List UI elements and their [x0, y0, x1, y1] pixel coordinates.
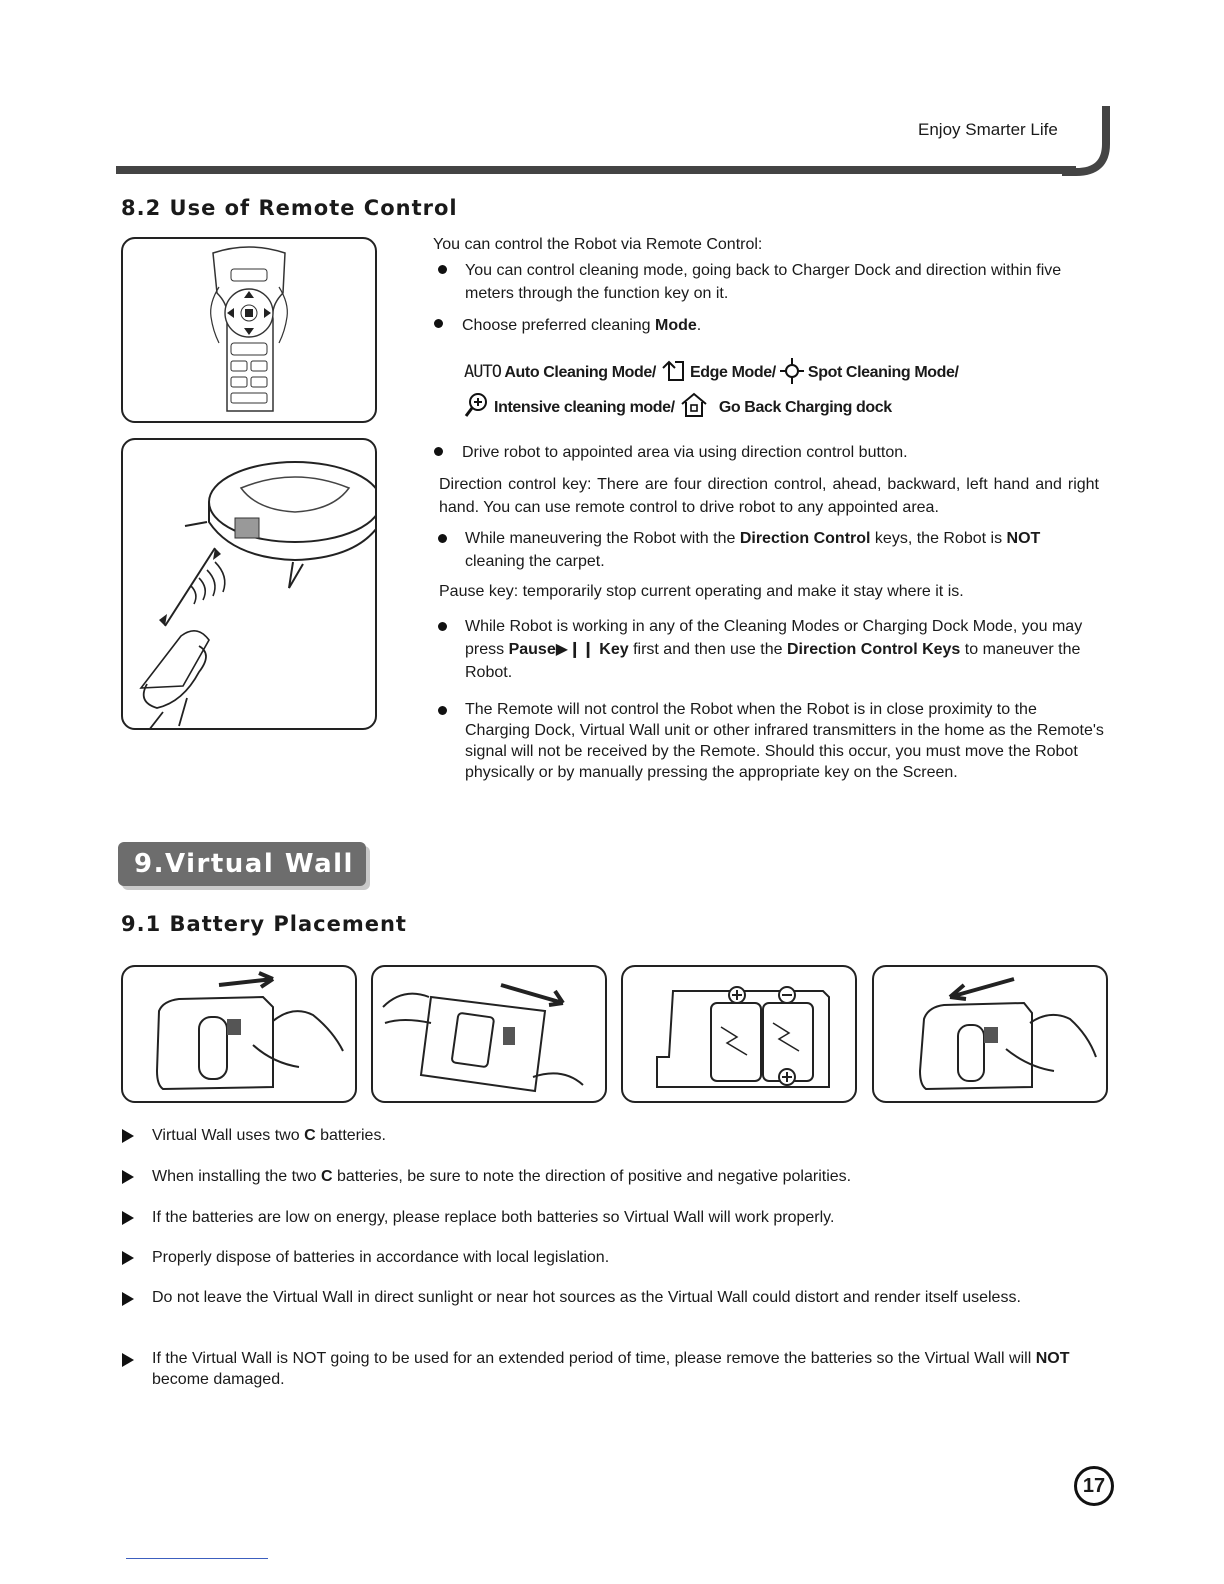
battery-step-2-illustration: [373, 967, 605, 1101]
battery-item-end: become damaged.: [152, 1371, 285, 1388]
list-arrow-icon: [122, 1353, 134, 1367]
battery-step-2-figure: [371, 965, 607, 1103]
bullet-5-bold: Pause▶❙❙ Key: [508, 641, 629, 658]
edge-mode-icon: [660, 360, 686, 382]
pause-key-paragraph: Pause key: temporarily stop current operating and make it stay where it is.: [439, 583, 964, 600]
battery-item-text: If the Virtual Wall is NOT going to be used for an extended period of time, please remove the batteries so the Virtual Wall will: [152, 1350, 1036, 1367]
battery-item: [152, 1348, 1102, 1390]
remote-bullet-1: You can control cleaning mode, going back to Charger Dock and direction within five meters through the function key on it.: [465, 262, 1062, 302]
bullet-dot: [434, 447, 443, 456]
bullet-5-text: While Robot is working in any of the Cleaning Modes or Charging Dock Mode, you may press: [465, 618, 1083, 658]
battery-item-bold: NOT: [1035, 1350, 1070, 1367]
list-arrow-icon: [122, 1292, 134, 1306]
battery-step-4-figure: [872, 965, 1108, 1103]
battery-item: [152, 1287, 1102, 1308]
battery-item: [152, 1206, 1102, 1229]
header-corner-icon: [1060, 104, 1116, 176]
battery-item-bold: C: [304, 1127, 316, 1144]
auto-mode-label: AUTO: [464, 362, 501, 382]
battery-step-1-illustration: [123, 967, 355, 1101]
bullet-5-bold-2: Direction Control Keys: [786, 641, 961, 658]
battery-item-bold: C: [320, 1168, 333, 1185]
battery-step-3-illustration: [623, 967, 855, 1101]
spot-mode-icon: [780, 358, 804, 384]
remote-bullet-4: [465, 527, 1095, 573]
battery-item: [152, 1165, 1102, 1188]
list-arrow-icon: [122, 1251, 134, 1265]
battery-item-end: batteries, be sure to note the direction of positive and negative polarities.: [332, 1168, 852, 1185]
spot-mode-text: Spot Cleaning Mode/: [807, 364, 959, 381]
edge-mode-text: Edge: [690, 364, 728, 381]
mode-line-2: [464, 392, 1104, 418]
list-arrow-icon: [122, 1211, 134, 1225]
auto-mode-text: Auto Cleaning Mode/: [504, 364, 656, 381]
bullet-dot: [438, 534, 447, 543]
page-number: 17: [1074, 1466, 1114, 1506]
list-arrow-icon: [122, 1129, 134, 1143]
remote-bullet-2: [462, 314, 1082, 337]
battery-step-1-figure: [121, 965, 357, 1103]
remote-control-illustration: [123, 239, 375, 421]
bullet-4-mid: keys, the Robot is: [870, 530, 1007, 547]
bullet-dot: [438, 706, 447, 715]
section-8-2-title: 8.2 Use of Remote Control: [121, 196, 458, 220]
battery-step-4-illustration: [874, 967, 1106, 1101]
battery-item-text: Virtual Wall uses two: [152, 1127, 305, 1144]
footer-line: [126, 1558, 268, 1559]
bullet-4-bold-2: NOT: [1006, 530, 1041, 547]
bullet-dot: [438, 622, 447, 631]
battery-item-text: Do not leave the Virtual Wall in direct sunlight or near hot sources as the Virtual Wall could distort and render itself useless.: [152, 1289, 1021, 1306]
mode-line-1: [464, 358, 1104, 384]
bullet-4-end: cleaning the carpet.: [465, 553, 605, 570]
bullet-2-text: Choose preferred cleaning: [462, 317, 656, 334]
battery-item-end: batteries.: [315, 1127, 386, 1144]
battery-item: [152, 1246, 1102, 1269]
battery-step-3-figure: [621, 965, 857, 1103]
bullet-5-mid: first and then use the: [628, 641, 787, 658]
list-arrow-icon: [122, 1170, 134, 1184]
section-9-banner: 9.Virtual Wall: [118, 842, 366, 886]
remote-bullet-5: [465, 615, 1105, 684]
remote-bullet-6: The Remote will not control the Robot when the Robot is in close proximity to the Charging Dock, Virtual Wall unit or other infrared transmitters in the home as the Remote's signal will not be received by the Remote. Should this occur, you must move the Robot physically or by manually pressing the appropriate key on the Screen.: [465, 701, 1104, 781]
home-dock-icon: [679, 392, 709, 418]
battery-item-text: Properly dispose of batteries in accordance with local legislation.: [152, 1249, 610, 1266]
bullet-2-bold: Mode: [655, 317, 697, 334]
remote-bullet-3: Drive robot to appointed area via using direction control button.: [462, 444, 908, 461]
edge-mode-suffix: Mode/: [731, 364, 776, 381]
intensive-mode-text: Intensive cleaning mode/: [494, 399, 675, 416]
remote-intro: You can control the Robot via Remote Control:: [433, 236, 763, 253]
bullet-2-end: .: [696, 317, 702, 334]
direction-control-paragraph: Direction control key: There are four direction control, ahead, backward, left hand and right hand. You can use remote control to drive robot to any appointed area.: [439, 476, 1099, 516]
bullet-5-end: to maneuver the Robot.: [465, 641, 1081, 681]
bullet-dot: [434, 319, 443, 328]
header-tagline: Enjoy Smarter Life: [918, 120, 1058, 139]
battery-item-text: When installing the two: [152, 1168, 321, 1185]
robot-remote-figure: [121, 438, 377, 730]
bullet-dot: [438, 265, 447, 274]
header-rule: [116, 166, 1076, 174]
robot-remote-illustration: [123, 440, 375, 728]
intensive-mode-icon: [464, 392, 490, 418]
battery-item-text: If the batteries are low on energy, please replace both batteries so Virtual Wall will work properly.: [152, 1209, 835, 1226]
bullet-4-text: While maneuvering the Robot with the: [465, 530, 740, 547]
dock-mode-text: Go Back Charging dock: [718, 399, 892, 416]
battery-item: [152, 1124, 1102, 1147]
bullet-4-bold: Direction Control: [739, 530, 871, 547]
remote-control-figure: [121, 237, 377, 423]
section-9-1-title: 9.1 Battery Placement: [121, 912, 407, 936]
